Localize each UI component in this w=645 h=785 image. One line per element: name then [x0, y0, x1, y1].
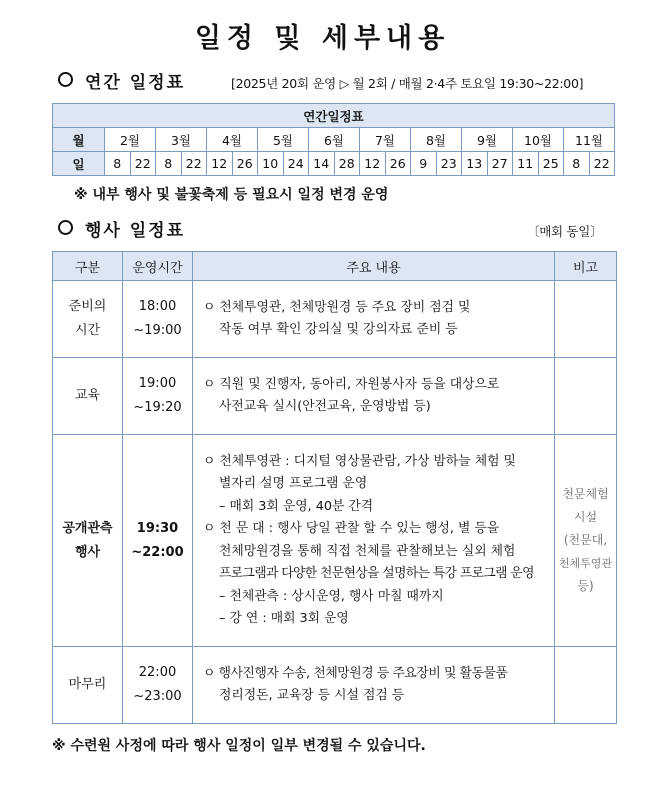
remark-text: 천체투영관 — [558, 557, 613, 570]
content-line: – 매회 3회 운영, 40분 간격 — [219, 498, 374, 514]
event-schedule-info: 〔매회 동일〕 — [527, 224, 603, 239]
circle-bullet-icon — [58, 220, 73, 235]
content-line: ㅇ 행사진행자 수송, 천체망원경 등 주요장비 및 활동물품 — [203, 665, 508, 681]
category-text: 시간 — [74, 323, 101, 338]
table-row — [53, 647, 617, 724]
day-cell: 14 — [309, 152, 335, 176]
time-text: 19:30 — [136, 520, 179, 536]
time-text: 19:00 — [138, 376, 177, 391]
table-row — [53, 281, 617, 358]
content-line: 사전교육 실시(안전교육, 운영방법 등) — [219, 399, 431, 414]
content-line: 작동 여부 확인 강의실 및 강의자료 준비 등 — [219, 322, 458, 337]
month-cell: 7월 — [360, 128, 411, 152]
month-cell: 8월 — [411, 128, 462, 152]
month-cell: 11월 — [564, 128, 615, 152]
day-label: 일 — [53, 152, 105, 176]
day-cell: 10 — [258, 152, 284, 176]
content-line: 정리정돈, 교육장 등 시설 점검 등 — [219, 688, 405, 703]
day-cell: 11 — [513, 152, 539, 176]
day-cell: 27 — [487, 152, 513, 176]
day-cell: 22 — [589, 152, 615, 176]
day-cell: 8 — [156, 152, 182, 176]
day-cell: 26 — [385, 152, 411, 176]
day-cell: 24 — [283, 152, 309, 176]
row-content — [193, 647, 555, 724]
annual-table-title: 연간일정표 — [53, 104, 615, 128]
content-line: 천체망원경을 통해 직접 천체를 관찰해보는 실외 체험 — [219, 543, 516, 559]
row-remark — [555, 358, 617, 435]
event-schedule-table — [52, 251, 617, 724]
annual-schedule-info: [2025년 20회 운영 ▷ 월 2회 / 매월 2·4주 토요일 19:30~22:00] — [231, 76, 584, 91]
row-category — [53, 647, 123, 724]
time-text: ~22:00 — [131, 544, 184, 560]
day-cell: 8 — [564, 152, 590, 176]
content-line: ㅇ 천체투영관 : 디지털 영상물관람, 가상 밤하늘 체험 및 — [203, 453, 516, 469]
month-cell: 5월 — [258, 128, 309, 152]
time-text: 22:00 — [138, 665, 177, 680]
category-text: 공개관측 — [62, 520, 113, 536]
time-text: ~23:00 — [133, 689, 182, 704]
time-text: ~19:20 — [133, 400, 182, 415]
annual-schedule-table — [52, 103, 615, 176]
category-text: 행사 — [74, 544, 101, 560]
category-text: 마무리 — [68, 677, 107, 692]
day-cell: 8 — [105, 152, 131, 176]
table-row — [53, 435, 617, 647]
content-line: – 천체관측 : 상시운영, 행사 마칠 때까지 — [219, 588, 444, 604]
row-content — [193, 435, 555, 647]
event-heading-text: 행사 일정표 — [85, 221, 186, 241]
content-line: 별자리 설명 프로그램 운영 — [219, 476, 368, 491]
time-text: 18:00 — [138, 299, 177, 314]
month-cell: 3월 — [156, 128, 207, 152]
circle-bullet-icon — [58, 72, 73, 87]
row-content — [193, 281, 555, 358]
content-line: – 강 연 : 매회 3회 운영 — [219, 611, 349, 626]
footer-note: ※ 수련원 사정에 따라 행사 일정이 일부 변경될 수 있습니다. — [52, 738, 426, 754]
header-remark: 비고 — [555, 252, 617, 281]
day-cell: 12 — [360, 152, 386, 176]
row-category — [53, 281, 123, 358]
row-category — [53, 358, 123, 435]
row-remark — [555, 281, 617, 358]
content-line: ㅇ 직원 및 진행자, 동아리, 자원봉사자 등을 대상으로 — [203, 376, 500, 392]
category-text: 준비의 — [68, 299, 107, 314]
content-line: ㅇ 천체투영관, 천체망원경 등 주요 장비 점검 및 — [203, 299, 471, 315]
day-cell: 28 — [334, 152, 360, 176]
row-time — [123, 281, 193, 358]
day-cell: 22 — [130, 152, 156, 176]
month-cell: 6월 — [309, 128, 360, 152]
month-label: 월 — [53, 128, 105, 152]
row-remark — [555, 647, 617, 724]
table-row — [53, 358, 617, 435]
category-text: 교육 — [74, 388, 101, 403]
annual-heading-text: 연간 일정표 — [85, 73, 186, 93]
remark-text: 천문체험 — [562, 487, 609, 501]
content-line: 프로그램과 다양한 천문현상을 설명하는 특강 프로그램 운영 — [219, 566, 534, 581]
day-cell: 22 — [181, 152, 207, 176]
remark-text: 시설 — [573, 510, 598, 524]
header-content: 주요 내용 — [193, 252, 555, 281]
month-cell: 10월 — [513, 128, 564, 152]
header-time: 운영시간 — [123, 252, 193, 281]
row-content — [193, 358, 555, 435]
annual-schedule-heading — [58, 68, 185, 93]
day-cell: 25 — [538, 152, 564, 176]
row-time — [123, 435, 193, 647]
content-line: ㅇ 천 문 대 : 행사 당일 관찰 할 수 있는 행성, 별 등을 — [203, 521, 500, 536]
day-cell: 12 — [207, 152, 233, 176]
row-remark — [555, 435, 617, 647]
row-time — [123, 647, 193, 724]
month-cell: 4월 — [207, 128, 258, 152]
day-cell: 26 — [232, 152, 258, 176]
annual-note: ※ 내부 행사 및 불꽃축제 등 필요시 일정 변경 운영 — [74, 187, 389, 203]
page-title: 일정 및 세부내용 — [194, 23, 451, 54]
month-cell: 9월 — [462, 128, 513, 152]
row-time — [123, 358, 193, 435]
remark-text: (천문대, — [563, 533, 608, 547]
time-text: ~19:00 — [133, 323, 182, 338]
row-category — [53, 435, 123, 647]
day-cell: 23 — [436, 152, 462, 176]
header-category: 구분 — [53, 252, 123, 281]
month-cell: 2월 — [105, 128, 156, 152]
day-cell: 13 — [462, 152, 488, 176]
event-schedule-heading — [58, 216, 185, 241]
remark-text: 등) — [577, 579, 594, 593]
day-cell: 9 — [411, 152, 437, 176]
